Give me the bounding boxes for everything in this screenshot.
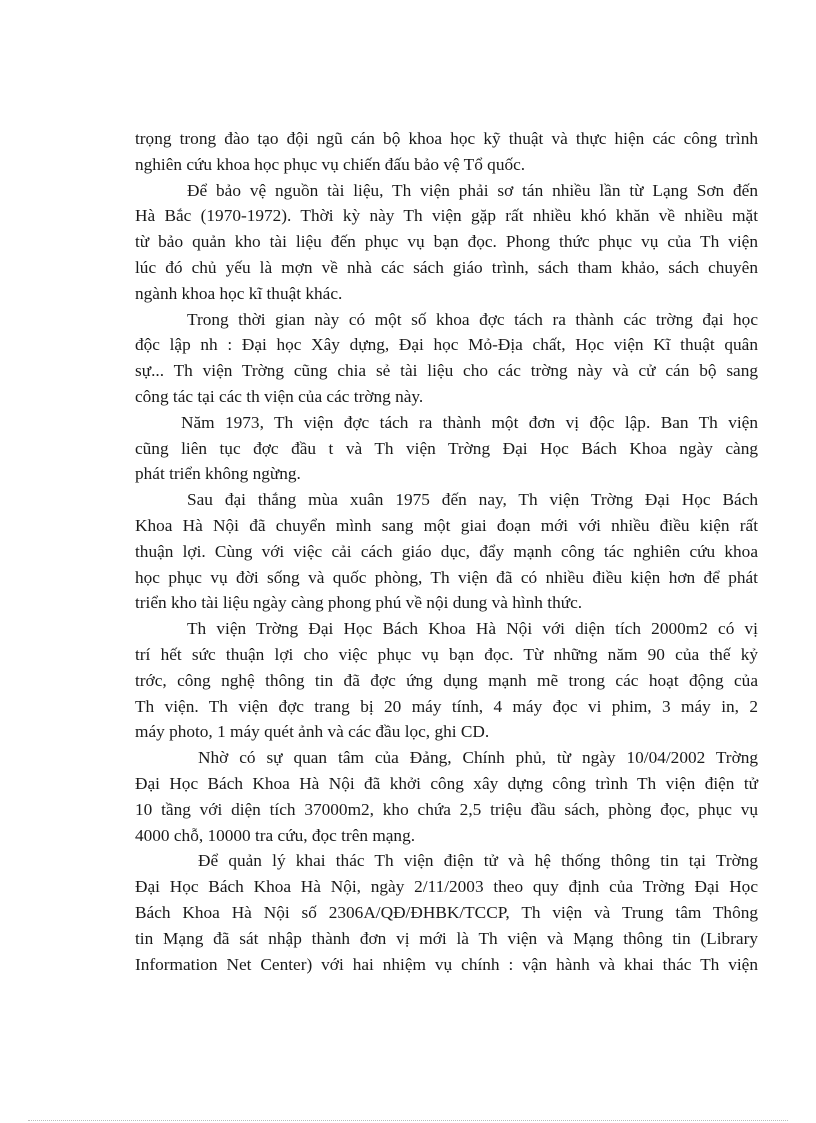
text-line: Sau đại thắng mùa xuân 1975 đến nay, Th viện Trờng Đại Học Bách [187, 490, 758, 510]
text-line: cũng liên tục đợc đầu t và Th viện Trờng Đại Học Bách Khoa ngày càng [135, 438, 758, 458]
text-line: thuận lợi. Cùng với việc cải cách giáo dục, đẩy mạnh công tác nghiên cứu khoa [135, 541, 758, 561]
text-line: độc lập nh : Đại học Xây dựng, Đại học Mỏ-Địa chất, Học viện Kĩ thuật quân [135, 335, 758, 355]
text-line: sự... Th viện Trờng cũng chia sẻ tài liệu cho các trờng này và cử cán bộ sang [135, 361, 758, 381]
text-line: Trong thời gian này có một số khoa đợc tách ra thành các trờng đại học [187, 309, 758, 329]
page-bottom-divider [28, 1120, 788, 1121]
text-line: Năm 1973, Th viện đợc tách ra thành một đơn vị độc lập. Ban Th viện [181, 412, 758, 432]
text-line: Để bảo vệ nguồn tài liệu, Th viện phải sơ tán nhiều lần từ Lạng Sơn đến [187, 180, 758, 200]
text-line: Đại Học Bách Khoa Hà Nội đã khởi công xây dựng công trình Th viện điện tử [135, 773, 758, 793]
text-line: ngành khoa học kĩ thuật khác. [135, 283, 343, 303]
document-body [135, 126, 758, 977]
text-line: từ bảo quản kho tài liệu đến phục vụ bạn đọc. Phong thức phục vụ của Th viện [135, 232, 758, 252]
text-line: Đại Học Bách Khoa Hà Nội, ngày 2/11/2003 theo quy định của Trờng Đại Học [135, 877, 758, 897]
text-line: 10 tầng với diện tích 37000m2, kho chứa 2,5 triệu đầu sách, phòng đọc, phục vụ [135, 799, 758, 819]
text-line: Khoa Hà Nội đã chuyển mình sang một giai đoạn mới với nhiều điều kiện rất [135, 515, 758, 535]
paragraph [135, 487, 758, 616]
paragraph [135, 307, 758, 410]
paragraph [135, 745, 758, 848]
text-line: máy photo, 1 máy quét ảnh và các đầu lọc, ghi CD. [135, 722, 490, 742]
text-line: Hà Bắc (1970-1972). Thời kỳ này Th viện gặp rất nhiều khó khăn về nhiều mặt [135, 206, 758, 226]
text-line: phát triển không ngừng. [135, 464, 301, 484]
text-line: Th viện Trờng Đại Học Bách Khoa Hà Nội với diện tích 2000m2 có vị [187, 619, 758, 639]
paragraph [135, 616, 758, 745]
paragraph [135, 126, 758, 178]
paragraph [135, 410, 758, 487]
paragraph [135, 178, 758, 307]
text-line: trí hết sức thuận lợi cho việc phục vụ bạn đọc. Từ những năm 90 của thế kỷ [135, 644, 758, 664]
text-line: Nhờ có sự quan tâm của Đảng, Chính phủ, từ ngày 10/04/2002 Trờng [198, 748, 758, 768]
text-line: nghiên cứu khoa học phục vụ chiến đấu bảo vệ Tổ quốc. [135, 154, 526, 174]
paragraph [135, 848, 758, 977]
text-line: trọng trong đào tạo đội ngũ cán bộ khoa học kỹ thuật và thực hiện các công trình [135, 129, 758, 148]
text-line: Bách Khoa Hà Nội số 2306A/QĐ/ĐHBK/TCCP, Th viện và Trung tâm Thông [135, 902, 758, 922]
text-line: Th viện. Th viện đợc trang bị 20 máy tính, 4 máy đọc vi phim, 3 máy in, 2 [135, 696, 758, 716]
text-line: 4000 chỗ, 10000 tra cứu, đọc trên mạng. [135, 825, 416, 845]
text-line: học phục vụ đời sống và quốc phòng, Th viện đã có nhiều điều kiện hơn để phát [135, 567, 758, 587]
text-line: Để quản lý khai thác Th viện điện tử và hệ thống thông tin tại Trờng [198, 851, 758, 871]
text-line: triển kho tài liệu ngày càng phong phú về nội dung và hình thức. [135, 593, 583, 613]
text-line: công tác tại các th viện của các trờng này. [135, 386, 424, 406]
text-line: lúc đó chủ yếu là mợn về nhà các sách giáo trình, sách tham khảo, sách chuyên [135, 257, 758, 277]
text-line: tin Mạng đã sát nhập thành đơn vị mới là Th viện và Mạng thông tin (Library [135, 928, 758, 948]
text-line: Information Net Center) với hai nhiệm vụ chính : vận hành và khai thác Th viện [135, 954, 758, 974]
text-line: trớc, công nghệ thông tin đã đợc ứng dụng mạnh mẽ trong các hoạt động của [135, 670, 758, 690]
